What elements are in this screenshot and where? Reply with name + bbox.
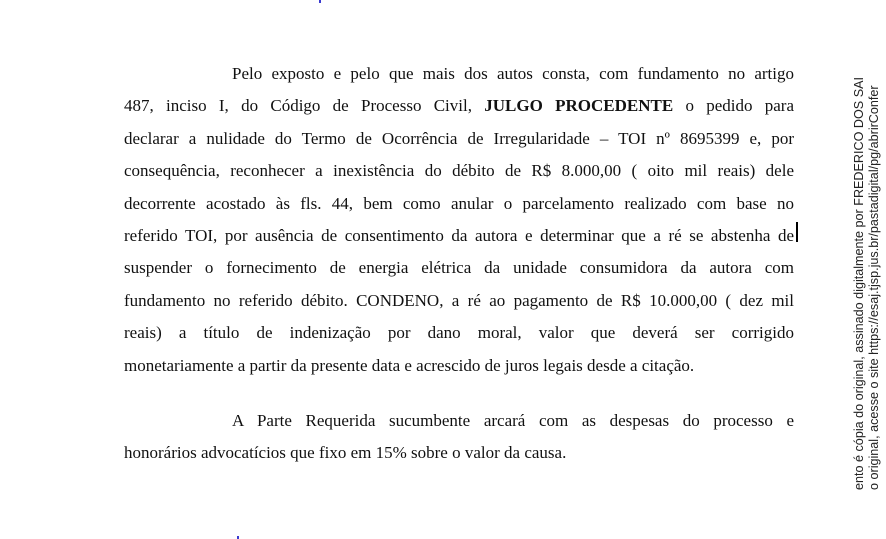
paragraph-line: fundamento no referido débito. CONDENO, a ré ao pagamento de R$ 10.000,00 ( dez mil [124, 290, 794, 310]
paragraph-line: decorrente acostado às fls. 44, bem como anular o parcelamento realizado com base no [124, 193, 794, 213]
scan-mark-top [319, 0, 321, 3]
verdict-paragraph [124, 58, 794, 382]
signature-line: ento é cópia do original, assinado digitalmente por FREDERICO DOS SAI [852, 77, 866, 490]
paragraph-line: referido TOI, por ausência de consentimento da autora e determinar que a ré se abstenha de [124, 226, 794, 246]
verdict-bold: JULGO PROCEDENTE [484, 96, 674, 116]
costs-paragraph [124, 405, 794, 470]
text-cursor [796, 222, 798, 242]
paragraph-text: 487, inciso I, do Código de Processo Civil, [124, 96, 472, 116]
paragraph-line: declarar a nulidade do Termo de Ocorrência de Irregularidade – TOI nº 8695399 e, por [124, 128, 794, 148]
paragraph-line: A Parte Requerida sucumbente arcará com as despesas do processo e [232, 411, 794, 430]
signature-line: o original, acesse o site https://esaj.tjsp.jus.br/pastadigital/pg/abrirConfer [867, 85, 881, 490]
signature-text [852, 40, 886, 490]
paragraph-line: honorários advocatícios que fixo em 15% sobre o valor da causa. [124, 443, 567, 463]
paragraph-line: Pelo exposto e pelo que mais dos autos consta, com fundamento no artigo [232, 64, 794, 83]
digital-signature-stamp [852, 40, 886, 490]
paragraph-line: consequência, reconhecer a inexistência do débito de R$ 8.000,00 ( oito mil reais) dele [124, 161, 794, 181]
paragraph-text: o pedido para [685, 96, 794, 116]
paragraph-line: monetariamente a partir da presente data e acrescido de juros legais desde a citação. [124, 355, 695, 375]
paragraph-line: suspender o fornecimento de energia elétrica da unidade consumidora da autora com [124, 258, 794, 278]
paragraph-line [124, 90, 794, 122]
paragraph-line: reais) a título de indenização por dano moral, valor que deverá ser corrigido [124, 323, 794, 343]
